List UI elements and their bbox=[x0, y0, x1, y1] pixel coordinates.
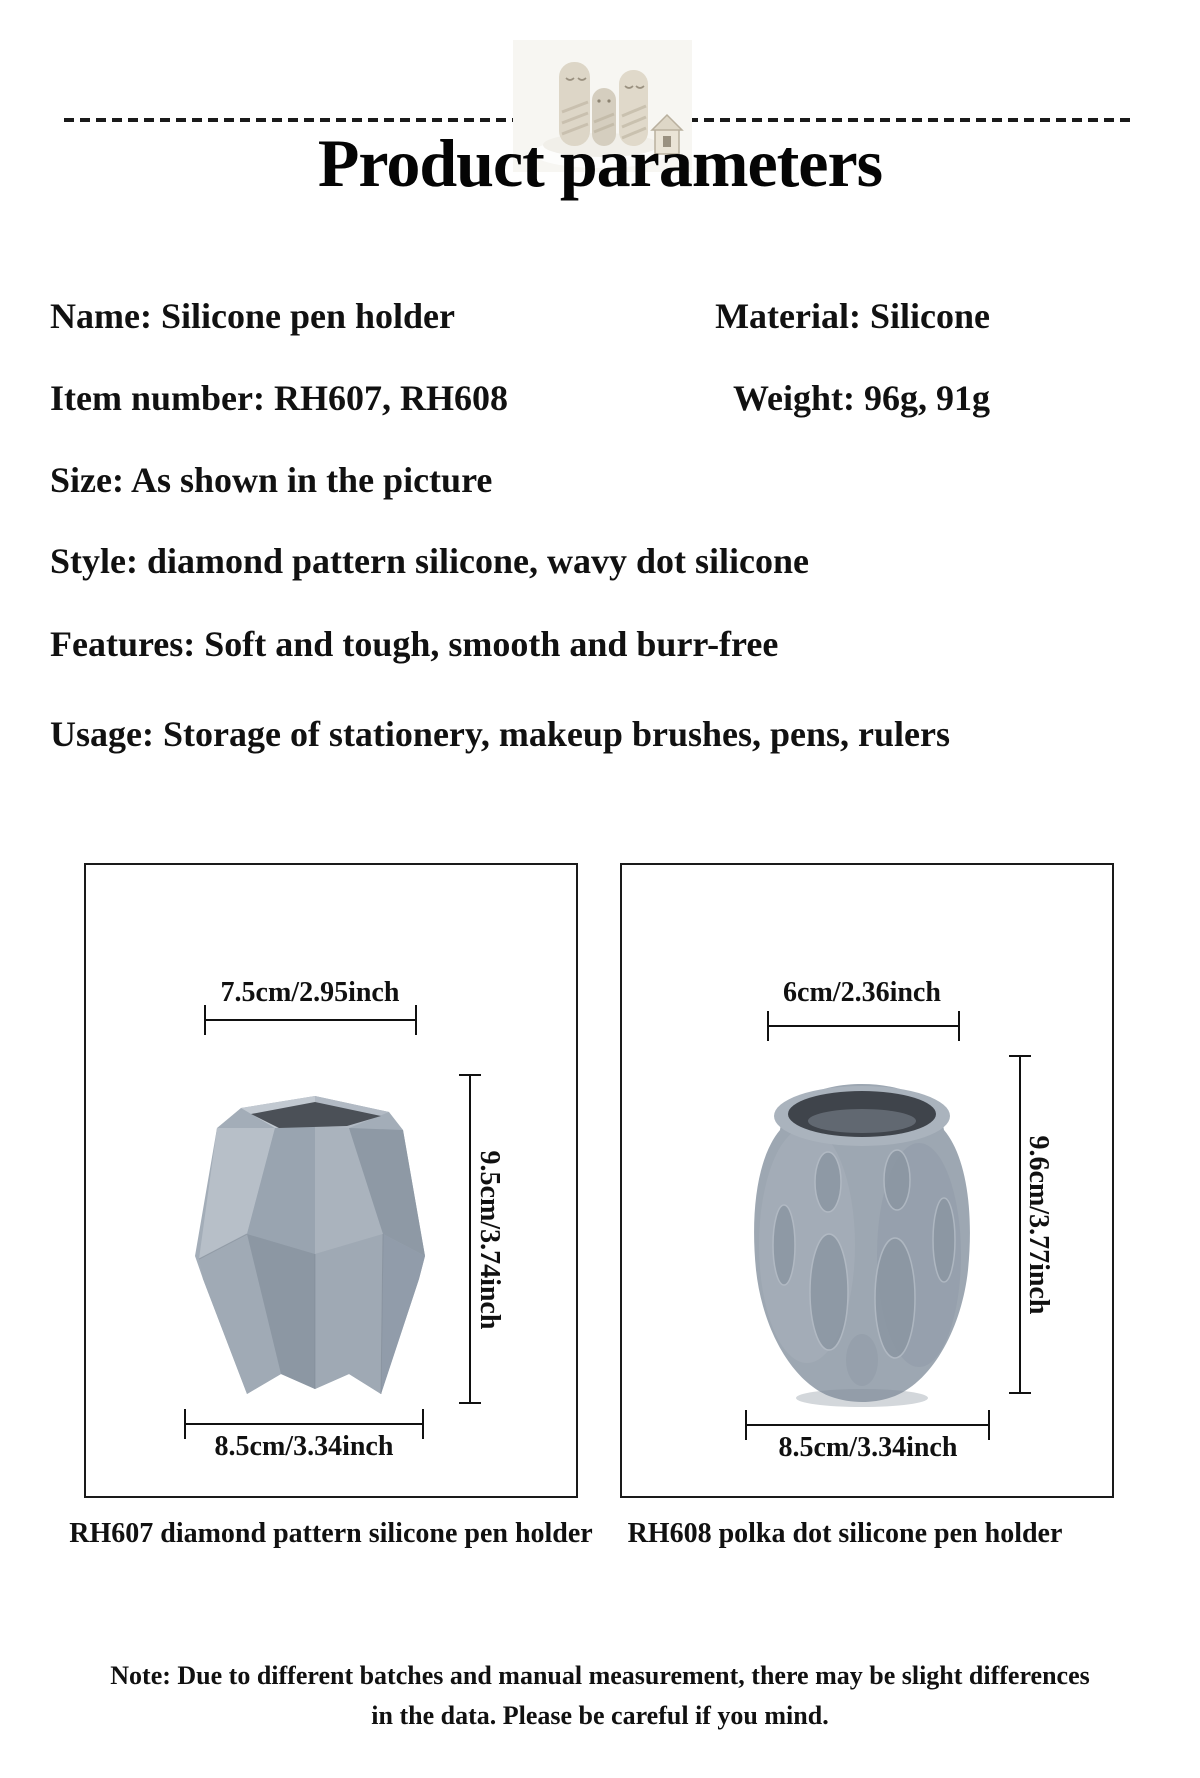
rh607-bottom-width-bracket bbox=[184, 1423, 424, 1425]
spec-row bbox=[0, 374, 1200, 422]
spec-material: Material: Silicone bbox=[715, 296, 990, 336]
note-line-1: Note: Due to different batches and manual measurement, there may be slight differences bbox=[110, 1661, 1090, 1690]
spec-features: Features: Soft and tough, smooth and burr-free bbox=[50, 624, 779, 664]
diagram-box-rh607 bbox=[84, 863, 578, 1498]
rh608-top-width-bracket bbox=[767, 1025, 960, 1027]
spec-size: Size: As shown in the picture bbox=[50, 460, 493, 500]
spec-usage: Usage: Storage of stationery, makeup brushes, pens, rulers bbox=[50, 714, 950, 754]
spec-row bbox=[0, 620, 1200, 668]
spec-row bbox=[0, 537, 1200, 585]
rh607-top-width-label: 7.5cm/2.95inch bbox=[220, 977, 400, 1008]
rh607-height-label: 9.5cm/3.74inch bbox=[474, 1150, 505, 1330]
rh608-bottom-width-label: 8.5cm/3.34inch bbox=[778, 1432, 958, 1463]
spec-name: Name: Silicone pen holder bbox=[50, 296, 455, 336]
diagram-box-rh608 bbox=[620, 863, 1114, 1498]
rh607-height-line bbox=[469, 1074, 471, 1404]
rh608-bottom-width-bracket bbox=[745, 1424, 990, 1426]
spec-row bbox=[0, 456, 1200, 504]
rh607-bottom-width-label: 8.5cm/3.34inch bbox=[214, 1431, 394, 1462]
spec-style: Style: diamond pattern silicone, wavy dot silicone bbox=[50, 541, 810, 581]
note-line-2: in the data. Please be careful if you mind. bbox=[371, 1701, 829, 1730]
page-title: Product parameters bbox=[317, 125, 883, 201]
rh608-top-width-label: 6cm/2.36inch bbox=[783, 977, 941, 1008]
spec-item-number: Item number: RH607, RH608 bbox=[50, 378, 508, 418]
rh607-top-width-bracket bbox=[204, 1019, 417, 1021]
rh608-caption: RH608 polka dot silicone pen holder bbox=[627, 1518, 1063, 1549]
spec-row bbox=[0, 292, 1200, 340]
rh607-caption: RH607 diamond pattern silicone pen holder bbox=[69, 1518, 593, 1549]
spec-row bbox=[0, 710, 1200, 758]
note-text bbox=[0, 1656, 1200, 1736]
rh607-vase-illustration bbox=[187, 1074, 432, 1409]
spec-weight: Weight: 96g, 91g bbox=[733, 378, 990, 418]
rh608-height-label: 9.6cm/3.77inch bbox=[1023, 1135, 1054, 1315]
rh608-vase-illustration bbox=[732, 1060, 992, 1410]
rh608-height-line bbox=[1019, 1055, 1021, 1394]
